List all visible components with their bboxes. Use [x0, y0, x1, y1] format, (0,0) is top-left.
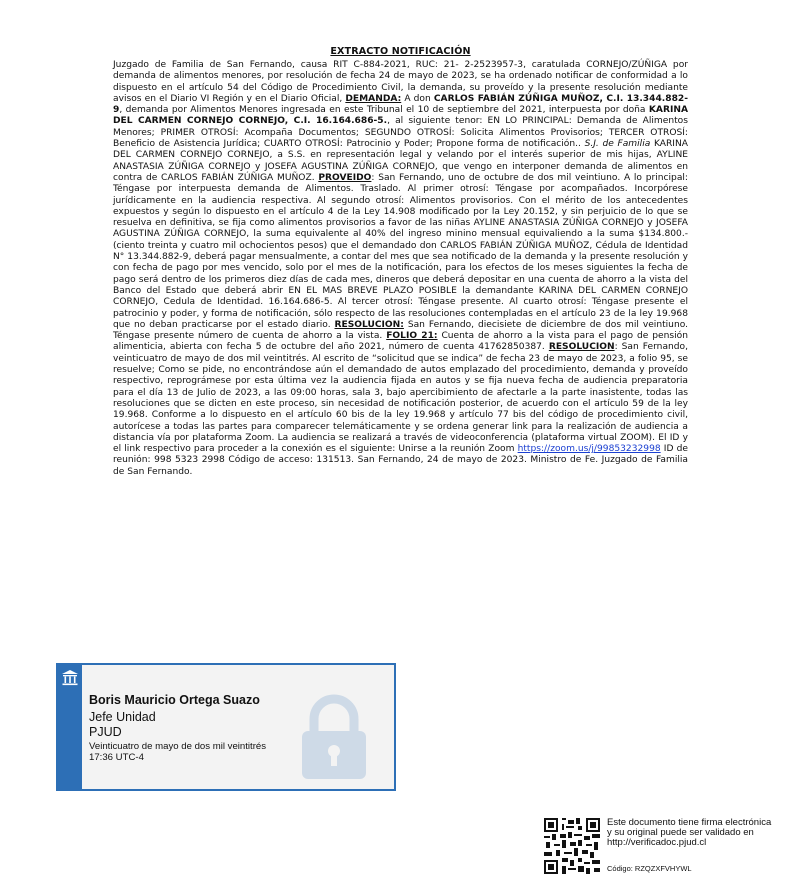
verification-line-2: y su original puede ser validado en	[607, 827, 754, 838]
signer-role: Jefe Unidad	[89, 710, 156, 724]
signature-date: Veinticuatro de mayo de dos mil veintitrés	[89, 741, 267, 752]
courthouse-icon	[61, 669, 79, 687]
text-segment: : San Fernando, uno de octubre de dos mil veintiuno. A lo principal: Téngase por interpuesta demanda de Alimentos. Traslado. Al primer otrosí: Téngase por acompañados. Incorpórese jurídicamente en la audiencia respectiva. Al segundo otrosí: Alimentos provisorios. Con el mérito de los antecedentes expuestos y según lo dispuesto en el artículo 4 de la Ley 14.908 modificado por la Ley 20.152, y sin perjuicio de lo que se resuelva en definitiva, se fija como alimentos provisorios a favor de las niñas AYLINE ANASTASIA ZÚÑIGA CORNEJO y JOSEFA AGUSTINA ZÚÑIGA CORNEJO, la suma equivalente al 40% del ingreso minino mensual equivaliendo a la suma $134.800.- (ciento treinta y cuatro mil ochocientos pesos) que el demandado don CARLOS FABIÁN ZÚÑIGA MUÑOZ, Cédula de Identidad N° 13.344.882-9, deberá pagar mensualmente, a contar del mes que sea notificado de la demanda y la presente resolución y con fecha de pago por mes vencido, solo por el mes de la notificación, para los efectos de los meses siguientes la fecha de pago será dentro de los primeros diez días de cada mes, dineros que deberá depositar en una cuenta de ahorro a la vista del Banco del Estado que deberá abrir EN EL MAS BREVE PLAZO POSIBLE la demandante KARINA DEL CARMEN CORNEJO CORNEJO, Cedula de Identidad. 16.164.686-5. Al tercer otrosí: Téngase presente. Al cuarto otrosí: Téngase presente el patrocinio y poder, y forma de notificación, sólo respecto de las resoluciones contempladas en el artículo 23 de la ley 19.968 que no deban practicarse por el estado diario.	[113, 172, 688, 330]
text-closing: ID de reunión: 998 5323 2998 Código de acceso: 131513. San Fernando, 24 de mayo de 2023. Ministro de Fe. Juzgado de Familia de San Fernando.	[113, 444, 688, 477]
text-segment: San Fernando, diecisiete de diciembre de dos mil veintiuno. Téngase presente número de cuenta de ahorro a la vista.	[113, 319, 689, 342]
text-intro: Juzgado de Familia de San Fernando, causa RIT C-884-2021, RUC: 21- 2-2523957-3, caratulada CORNEJO/ZÚÑIGA por demanda de alimentos menores, por resolución de fecha 24 de mayo de 2023, se ha ordenado notificar de conformidad a lo dispuesto en el artículo 54 del Código de Procedimiento Civil, la demanda, su proveído y la presente resolución mediante avisos en el Diario VI Región y en el Diario Oficial,	[113, 60, 688, 104]
zoom-link[interactable]: https://zoom.us/j/99853232998	[517, 444, 661, 455]
verification-notice	[607, 818, 792, 848]
text-segment: , al siguiente tenor: EN LO PRINCIPAL: Demanda de Alimentos Menores; PRIMER OTROSÍ: Acompaña Documentos; SEGUNDO OTROSÍ: Solicita Alimentos Provisorios; TERCER OTROSÍ: Beneficio de Asistencia Jurídica; CUARTO OTROSÍ: Patrocinio y Poder; Propone forma de notificación..	[113, 116, 688, 150]
document	[113, 46, 688, 478]
qr-code-icon	[544, 818, 600, 874]
text-segment: KARINA DEL CARMEN CORNEJO CORNEJO, a S.S. en representación legal y velando por el interés superior de mis hijas, AYLINE ANASTASIA ZÚÑIGA CORNEJO y JOSEFA AGUSTINA ZÚÑIGA CORNEJO, que vengo en interponer demanda de alimentos en contra de CARLOS FABIÁN ZÚÑIGA MUÑOZ.	[113, 139, 688, 183]
signer-org: PJUD	[89, 725, 122, 739]
defendant-name: CARLOS FABIÁN ZÚÑIGA MUÑOZ, C.I. 13.344.882-9	[113, 93, 688, 116]
signature-strip	[58, 665, 82, 789]
signature-time: 17:36 UTC-4	[89, 751, 144, 763]
plaintiff-name: KARINA DEL CARMEN CORNEJO CORNEJO, C.I. 16.164.686-5.	[113, 105, 688, 127]
text-segment: A don	[401, 93, 434, 104]
verification-url[interactable]: http://verificadoc.pjud.cl	[607, 837, 707, 848]
folio-label: FOLIO 21:	[386, 331, 438, 342]
text-segment: , demanda por Alimentos Menores ingresada en este Tribunal el 10 de septiembre del 2021, interpuesta por doña	[119, 105, 649, 116]
resolucion-label-2: RESOLUCION	[548, 342, 615, 353]
sj-familia: S.J. de Familia	[584, 139, 651, 150]
verification-code: Código: RZQZXFVHYWL	[607, 864, 692, 873]
text-segment: : San Fernando, veinticuatro de mayo de dos mil veintitrés. Al escrito de “solicitud que se indica” de fecha 23 de mayo de 2023, a folio 95, se resuelve; Como se pide, no encontrándose aún el demandado de autos emplazado del procedimiento, demanda y proveído respectivo, reprográmese por esta última vez la audiencia fijada en autos y se fija nueva fecha de audiencia preparatoria para el día 13 de Julio de 2023, a las 09:00 horas, sala 3, bajo apercibimiento de afectarle a la parte inasistente, todas las resoluciones que se dicten en este proceso, sin necesidad de notificación posterior, de acuerdo con el artículo 59 de la ley 19.968. Conforme a lo dispuesto en el artículo 60 bis de la ley 19.968 y artículo 77 bis del código de procedimiento civil, autorícese a todas las partes para comparecer telemáticamente y se ordena generar link para la realización de audiencia a distancia vía por plataforma Zoom. La audiencia se realizará a través de videoconferencia (plataforma virtual ZOOM). El ID y el link respectivo para proceder a la conexión es el siguiente: Unirse a la reunión Zoom	[113, 342, 689, 455]
proveido-label: PROVEIDO	[318, 172, 372, 183]
text-segment: Cuenta de ahorro a la vista para el pago de pensión alimenticia, abierta con fecha 5 de octubre del año 2021, número de cuenta 41762850387.	[113, 331, 689, 353]
verification-line-1: Este documento tiene firma electrónica	[607, 817, 772, 828]
signer-name: Boris Mauricio Ortega Suazo	[89, 693, 260, 707]
signature-box	[56, 663, 396, 791]
demanda-label: DEMANDA:	[345, 93, 402, 104]
signature-text	[89, 693, 266, 763]
document-title: EXTRACTO NOTIFICACIÓN	[330, 46, 471, 57]
document-body	[113, 60, 688, 478]
padlock-icon	[294, 693, 374, 783]
resolucion-label-1: RESOLUCION:	[334, 319, 404, 330]
